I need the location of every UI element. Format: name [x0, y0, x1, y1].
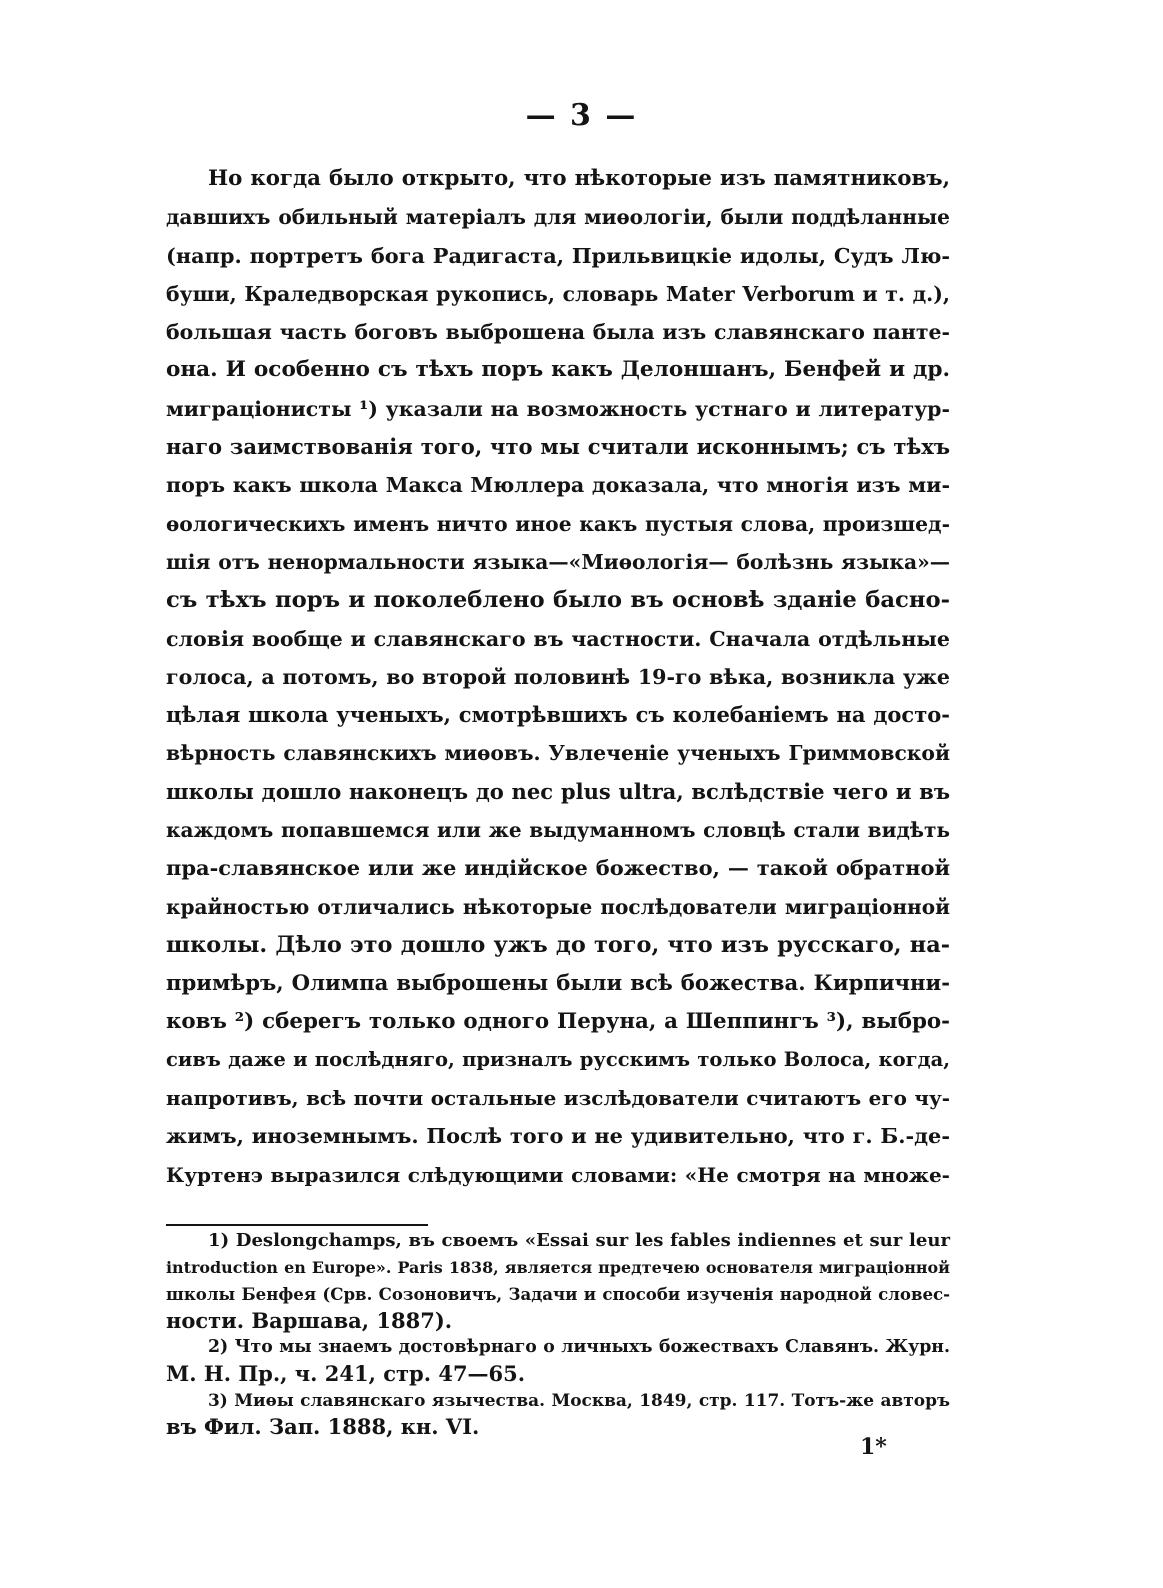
text-line: поръ какъ школа Макса Мюллера доказала, что многія изъ ми-	[166, 473, 950, 498]
text-line: пра-славянское или же индійское божество, — такой обратной	[166, 855, 950, 881]
text-line: ѳологическихъ именъ ничто иное какъ пустыя слова, произшед-	[166, 511, 950, 536]
text-line: крайностью отличались нѣкоторые послѣдователи миграціонной	[166, 894, 950, 919]
text-line: напротивъ, всѣ почти остальные изслѣдователи считаютъ его чу-	[166, 1086, 950, 1111]
footnote-line: въ Фил. Зап. 1888, кн. VI.	[166, 1414, 480, 1440]
footnote-line: школы Бенфея (Срв. Созоновичъ, Задачи и способи изученія народной словес-	[166, 1284, 950, 1305]
signature-mark: 1*	[860, 1434, 887, 1460]
text-line: буши, Краледворская рукопись, словарь Mater Verborum и т. д.),	[166, 281, 950, 306]
footnote-line: 3) Миѳы славянскаго язычества. Москва, 1849, стр. 117. Тотъ-же авторъ	[208, 1390, 950, 1411]
text-line: наго заимствованія того, что мы считали исконнымъ; съ тѣхъ	[166, 434, 950, 460]
text-line: давшихъ обильный матеріалъ для миѳологіи, были поддѣланные	[166, 205, 950, 230]
text-line: миграціонисты ¹) указали на возможность устнаго и литератур-	[166, 396, 950, 421]
main-text	[166, 160, 950, 1194]
text-line: ковъ ²) сберегъ только одного Перуна, а Шеппингъ ³), выбро-	[166, 1008, 950, 1034]
text-line: голоса, а потомъ, во второй половинѣ 19-го вѣка, возникла уже	[166, 664, 950, 689]
page-number: — 3 —	[525, 98, 638, 133]
footnote-line: М. Н. Пр., ч. 241, стр. 47—65.	[166, 1360, 526, 1386]
footnote-divider	[166, 1224, 428, 1226]
footnotes	[166, 1228, 950, 1441]
footnote-line: 2) Что мы знаемъ достовѣрнаго о личныхъ божествахъ Славянъ. Журн.	[208, 1337, 950, 1358]
text-line: она. И особенно съ тѣхъ поръ какъ Делоншанъ, Бенфей и др.	[166, 357, 950, 383]
text-line: школы дошло наконецъ до nec plus ultra, вслѣдствіе чего и въ	[166, 778, 950, 804]
text-line: примѣръ, Олимпа выброшены были всѣ божества. Кирпични-	[166, 970, 950, 996]
text-line: (напр. портретъ бога Радигаста, Прильвицкіе идолы, Судъ Лю-	[166, 242, 950, 268]
footnote-line: 1) Deslongchamps, въ своемъ «Essai sur les fables indiennes et sur leur	[208, 1230, 950, 1251]
text-line: сивъ даже и послѣдняго, призналъ русскимъ только Волоса, когда,	[166, 1047, 950, 1071]
text-line: съ тѣхъ поръ и поколеблено было въ основѣ зданіе басно-	[166, 587, 950, 614]
text-line: словія вообще и славянскаго въ частности. Сначала отдѣльные	[166, 626, 950, 651]
text-line: цѣлая школа ученыхъ, смотрѣвшихъ съ колебаніемъ на досто-	[166, 702, 950, 728]
text-line: Но когда было открыто, что нѣкоторые изъ памятниковъ,	[208, 166, 950, 191]
footnote-line: introduction en Europe». Paris 1838, является предтечею основателя миграціонной	[166, 1257, 950, 1277]
text-line: большая часть боговъ выброшена была изъ славянскаго панте-	[166, 320, 950, 345]
text-line: каждомъ попавшемся или же выдуманномъ словцѣ стали видѣть	[166, 818, 950, 843]
text-line: жимъ, иноземнымъ. Послѣ того и не удивительно, что г. Б.-де-	[166, 1123, 950, 1149]
text-line: вѣрность славянскихъ миѳовъ. Увлеченіе ученыхъ Гриммовской	[166, 741, 950, 766]
text-line: шія отъ ненормальности языка—«Миѳологія— болѣзнь языка»—	[166, 549, 950, 574]
text-line: школы. Дѣло это дошло ужъ до того, что изъ русскаго, на-	[166, 931, 950, 958]
footnote-line: ности. Варшава, 1887).	[166, 1307, 453, 1333]
text-line: Куртенэ выразился слѣдующими словами: «Не смотря на множе-	[166, 1162, 950, 1187]
